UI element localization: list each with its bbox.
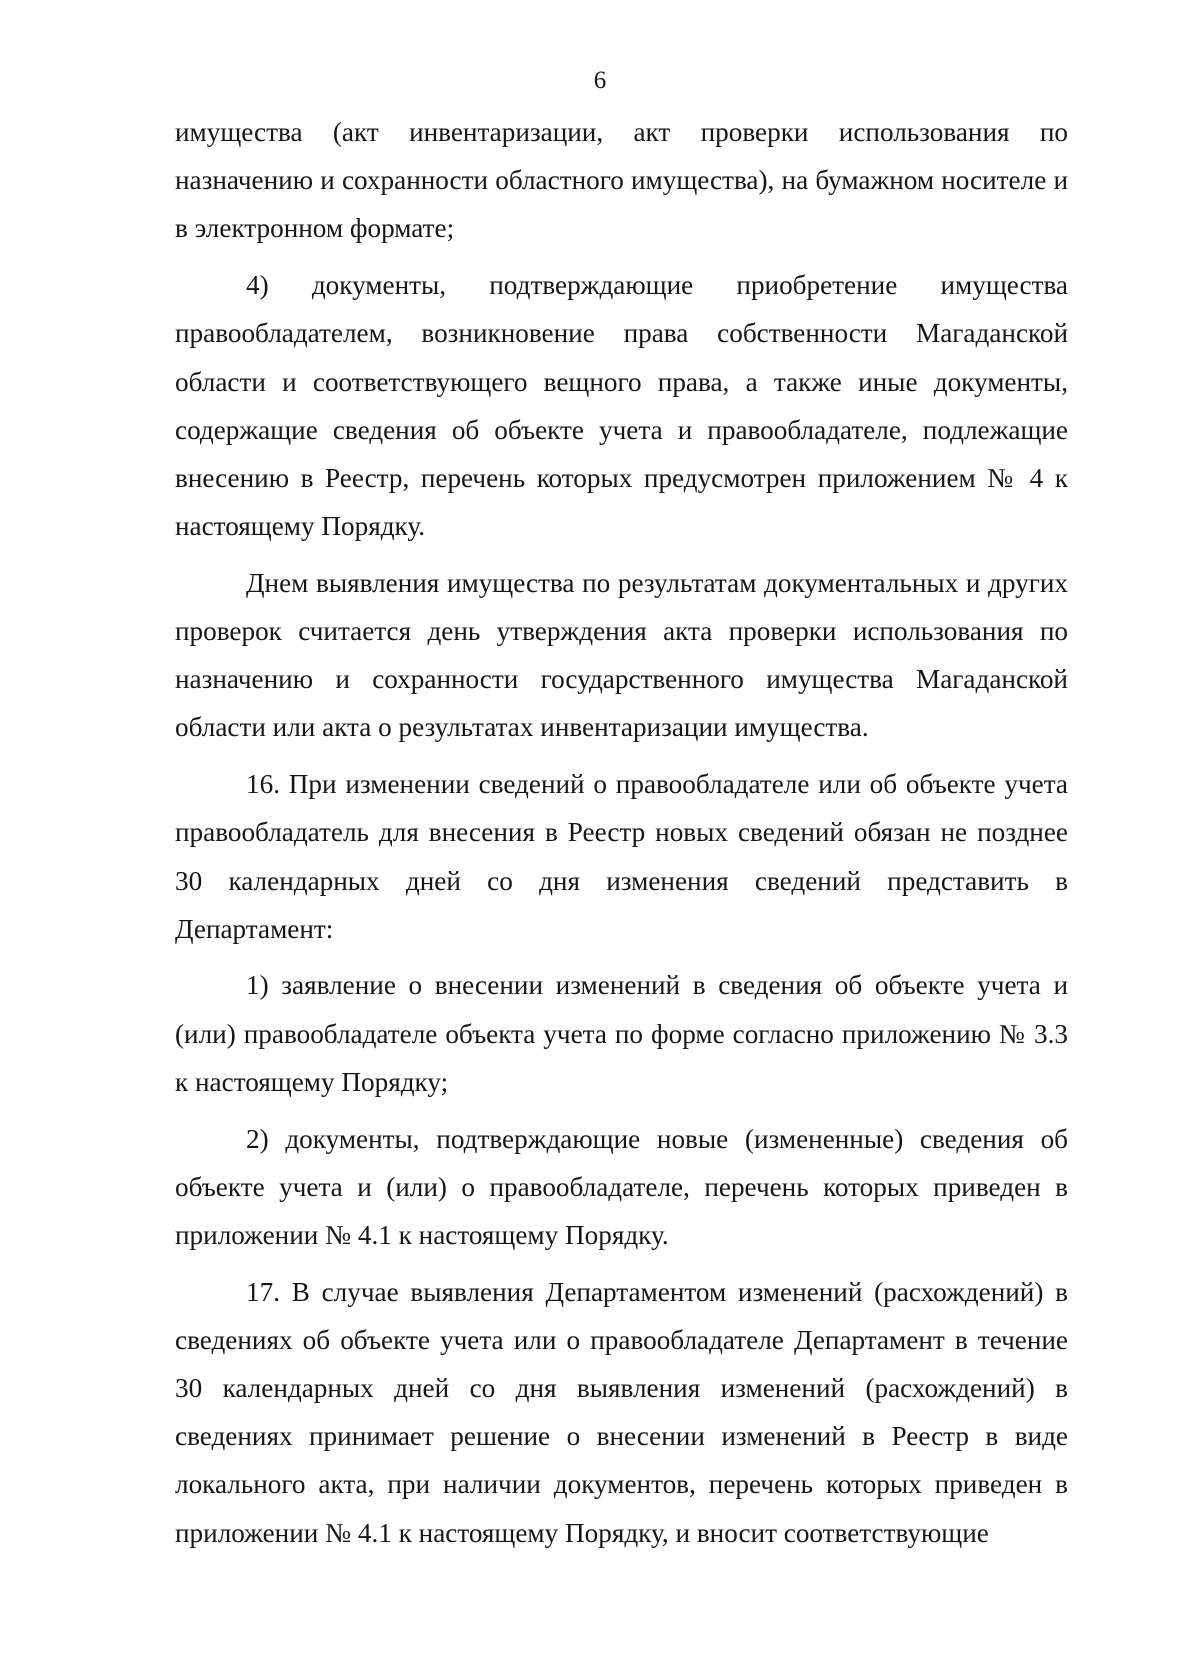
paragraph-clause-16: 16. При изменении сведений о правообладателе или об объекте учета правообладатель для внесения в Реестр новых сведений обязан не позднее 30 календарных дней со дня изменения сведений представить в Департамент: — [175, 769, 1068, 944]
paragraph-clause-16-item-2: 2) документы, подтверждающие новые (измененные) сведения об объекте учета и (или) о правообладателе, перечень которых приведен в приложении № 4.1 к настоящему Порядку. — [175, 1123, 1068, 1250]
page-number: 6 — [593, 67, 607, 94]
paragraph-property-documents-continued: имущества (акт инвентаризации, акт проверки использования по назначению и сохранности областного имущества), на бумажном носителе и в электронном формате; — [175, 117, 1068, 244]
document-body — [175, 108, 1068, 1565]
paragraph-clause-16-item-1: 1) заявление о внесении изменений в сведения об объекте учета и (или) правообладателе объекта учета по форме согласно приложению № 3.3 к настоящему Порядку; — [175, 970, 1068, 1097]
paragraph-item-4: 4) документы, подтверждающие приобретение имущества правообладателем, возникновение права собственности Магаданской области и соответствующего вещного права, а также иные документы, содержащие сведения об объекте учета и правообладателе, подлежащие внесению в Реестр, перечень которых предусмотрен приложением № 4 к настоящему Порядку. — [175, 270, 1068, 542]
paragraph-detection-day: Днем выявления имущества по результатам документальных и других проверок считается день утверждения акта проверки использования по назначению и сохранности государственного имущества Магаданской области или акта о результатах инвентаризации имущества. — [175, 567, 1068, 743]
paragraph-clause-17: 17. В случае выявления Департаментом изменений (расхождений) в сведениях об объекте учета или о правообладателе Департамент в течение 30 календарных дней со дня выявления изменений (расхождений) в сведениях принимает решение о внесении изменений в Реестр в виде локального акта, при наличии документов, перечень которых приведен в приложении № 4.1 к настоящему Порядку, и вносит соответствующие — [175, 1276, 1068, 1548]
